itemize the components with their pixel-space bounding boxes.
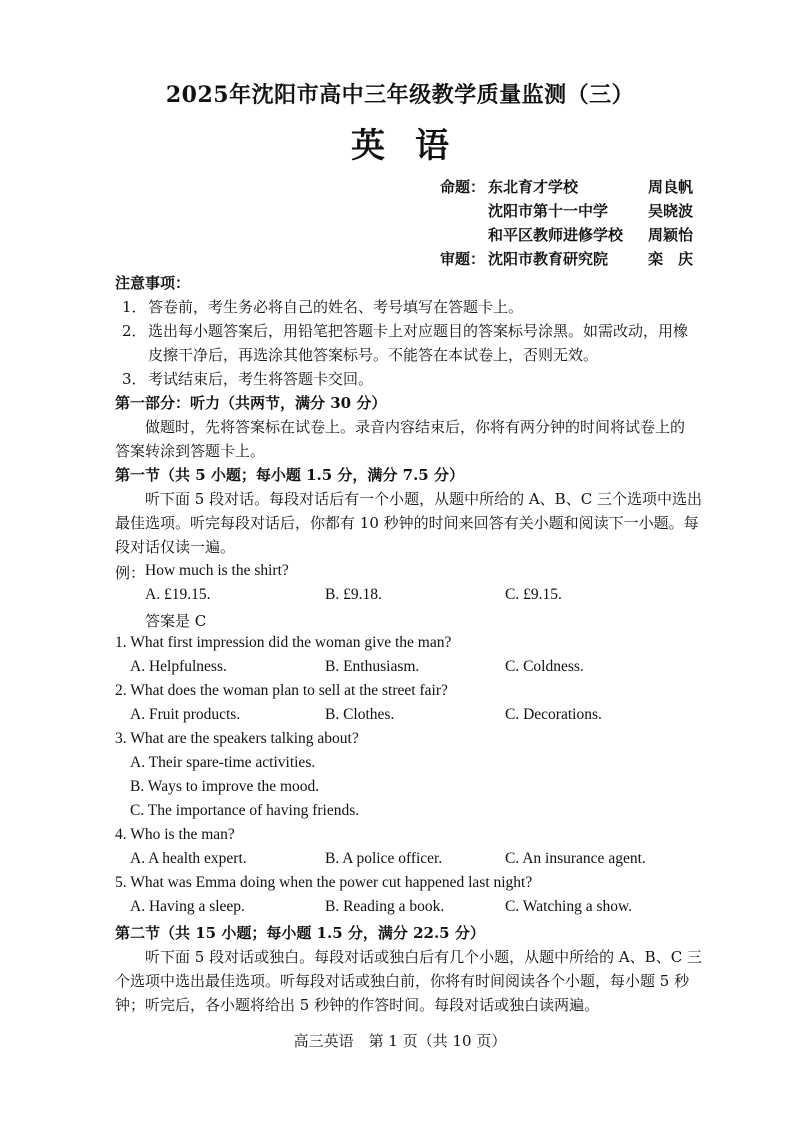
question-text: 2. What does the woman plan to sell at the street fair? xyxy=(115,682,448,699)
notes-heading: 注意事项： xyxy=(115,274,191,292)
question-text: 3. What are the speakers talking about? xyxy=(115,730,359,747)
example-answer: 答案是 C xyxy=(145,612,207,630)
part1-instruction: 答案转涂到答题卡上。 xyxy=(115,442,266,460)
option-a: A. A health expert. xyxy=(130,850,247,867)
option-c: C. An insurance agent. xyxy=(505,850,646,867)
option-a: A. Their spare-time activities. xyxy=(130,754,316,771)
note-number: 2． xyxy=(122,322,147,340)
option-a: A. Fruit products. xyxy=(130,706,241,723)
section1-instruction: 听下面 5 段对话。每段对话后有一个小题，从题中所给的 A、B、C 三个选项中选出 xyxy=(145,490,702,508)
option-c: C. The importance of having friends. xyxy=(130,802,360,819)
option-c: C. Coldness. xyxy=(505,658,584,675)
author-row xyxy=(440,176,700,198)
author-role: 审题： xyxy=(440,250,486,268)
option-a: A. Having a sleep. xyxy=(130,898,245,915)
author-org: 沈阳市教育研究院 xyxy=(488,250,609,268)
option-c: C. £9.15. xyxy=(505,586,562,603)
note-text: 皮擦干净后，再选涂其他答案标号。不能答在本试卷上，否则无效。 xyxy=(148,346,599,364)
option-b: B. £9.18. xyxy=(325,586,382,603)
author-row xyxy=(440,200,700,222)
note-number: 1． xyxy=(122,298,147,316)
section1-heading: 第一节（共 5 小题；每小题 1.5 分，满分 7.5 分） xyxy=(115,466,464,484)
page-footer: 高三英语 第 1 页（共 10 页） xyxy=(293,1032,507,1050)
question-text: 1. What first impression did the woman give the man? xyxy=(115,634,452,651)
example-question: How much is the shirt? xyxy=(145,562,289,579)
section1-instruction: 最佳选项。听完每段对话后，你都有 10 秒钟的时间来回答有关小题和阅读下一小题。每 xyxy=(115,514,699,532)
option-a: A. Helpfulness. xyxy=(130,658,227,675)
section1-instruction: 段对话仅读一遍。 xyxy=(115,538,236,556)
option-c: C. Watching a show. xyxy=(505,898,633,915)
example-label: 例： xyxy=(115,564,146,582)
note-text: 考试结束后，考生将答题卡交回。 xyxy=(148,370,374,388)
section2-heading: 第二节（共 15 小题；每小题 1.5 分，满分 22.5 分） xyxy=(115,924,485,942)
section2-instruction: 钟；听完后，各小题将给出 5 秒钟的作答时间。每段对话或独白读两遍。 xyxy=(115,996,600,1014)
note-text: 选出每小题答案后，用铅笔把答题卡上对应题目的答案标号涂黑。如需改动，用橡 xyxy=(148,322,689,340)
note-text: 答卷前，考生务必将自己的姓名、考号填写在答题卡上。 xyxy=(148,298,524,316)
question-text: 5. What was Emma doing when the power cut happened last night? xyxy=(115,874,533,891)
author-row xyxy=(440,224,700,246)
author-org: 和平区教师进修学校 xyxy=(488,226,624,244)
author-role: 命题： xyxy=(440,178,486,196)
option-b: B. Clothes. xyxy=(325,706,395,723)
option-b: B. Ways to improve the mood. xyxy=(130,778,320,795)
author-name: 周颖怡 xyxy=(648,226,694,244)
author-org: 东北育才学校 xyxy=(488,178,579,196)
author-name: 周良帆 xyxy=(648,178,694,196)
part1-heading: 第一部分：听力（共两节，满分 30 分） xyxy=(115,394,387,412)
question-text: 4. Who is the man? xyxy=(115,826,235,843)
subject-title: 英语 xyxy=(351,126,479,166)
author-org: 沈阳市第十一中学 xyxy=(488,202,609,220)
option-b: B. A police officer. xyxy=(325,850,443,867)
author-row xyxy=(440,248,700,270)
part1-instruction: 做题时，先将答案标在试卷上。录音内容结束后，你将有两分钟的时间将试卷上的 xyxy=(145,418,686,436)
author-name: 吴晓波 xyxy=(648,202,694,220)
exam-title: 2025年沈阳市高中三年级教学质量监测（三） xyxy=(165,82,635,108)
note-number: 3． xyxy=(122,370,147,388)
option-a: A. £19.15. xyxy=(145,586,211,603)
option-b: B. Enthusiasm. xyxy=(325,658,420,675)
section2-instruction: 个选项中选出最佳选项。听每段对话或独白前，你将有时间阅读各个小题，每小题 5 秒 xyxy=(115,972,690,990)
author-name: 栾 庆 xyxy=(648,250,694,268)
option-c: C. Decorations. xyxy=(505,706,602,723)
option-b: B. Reading a book. xyxy=(325,898,445,915)
section2-instruction: 听下面 5 段对话或独白。每段对话或独白后有几个小题，从题中所给的 A、B、C 三 xyxy=(145,948,702,966)
